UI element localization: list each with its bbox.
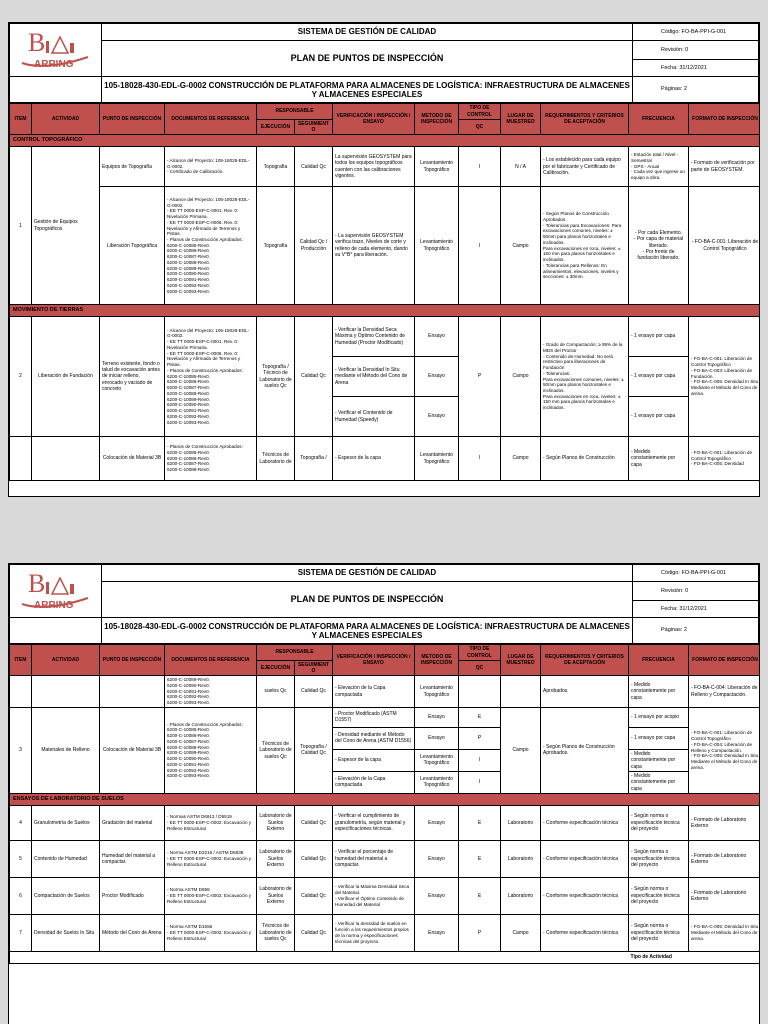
method: Ensayo: [415, 707, 459, 727]
verification: - Proctor Modificado (ASTM D1557): [333, 707, 415, 727]
requirements: - Los establecido para cada equipo por el fabricante y Certificado de Calibración.: [541, 147, 629, 187]
item-number: 5: [10, 840, 32, 877]
inspection-table-page-2: [9, 644, 760, 964]
col-formato: FORMATO DE INSPECCIÓN: [689, 104, 761, 135]
item-number: 2: [10, 317, 32, 437]
reference-docs: - Alcance del Proyecto: 105-18028-EDL-G-0002. - EE TT 0000-ESP-C-0001. Rev. 0: Nivelación Primaria. - EE TT 0000-ESP-C-0006. Rev. 0: Nivelación y Afirmado de Terrenos y Pistas. - Planos de Construcción Aprobados: 6200-C-10085-Rev0. 6200-C-10086-Rev0. 6200-C-10087-Rev0. 6200-C-10088-Rev0. 6200-C-10089-Rev0. 6200-C-10090-Rev0. 6200-C-10091-Rev0. 6200-C-10092-Rev0. 6200-C-10093-Rev0.: [165, 187, 257, 305]
sampling-place: Laboratorio: [501, 840, 541, 877]
requirements: - Según Planos de Construcción: [541, 437, 629, 481]
follow-up: Calidad Qc: [295, 877, 333, 914]
control-type: E: [459, 805, 501, 840]
col-seguimiento: SEGUIMIENTO: [295, 660, 333, 676]
col-lugar: LUGAR DE MUESTREO: [501, 645, 541, 676]
follow-up: Calidad Qc: [295, 147, 333, 187]
inspection-point: Liberación Topográfica: [100, 187, 165, 305]
method: Ensayo: [415, 877, 459, 914]
method: Levantamiento Topográfico: [415, 437, 459, 481]
frequency: - 1 ensayo por acopio: [629, 707, 689, 727]
plan-title: PLAN DE PUNTOS DE INSPECCIÓN: [102, 41, 633, 77]
reference-docs: - Planos de Construcción Aprobados: 6200-C-10085-Rev0. 6200-C-10086-Rev0. 6200-C-10087-Rev0. 6200-C-10088-Rev0.: [165, 437, 257, 481]
reference-docs: - Normas ASTM D6913 / D5519 - EE TT 0000-ESP-C-0002: Excavación y Relleno Estructural: [165, 805, 257, 840]
col-formato: FORMATO DE INSPECCIÓN: [689, 645, 761, 676]
execution: Técnicos de Laboratorio de suelos Qc: [257, 707, 295, 793]
reference-docs: 6200-C-10089-Rev0. 6200-C-10090-Rev0. 6200-C-10091-Rev0. 6200-C-10092-Rev0. 6200-C-10093-Rev0.: [165, 676, 257, 708]
follow-up: Calidad Qc: [295, 676, 333, 708]
header-table: [9, 564, 759, 644]
verification: - La supervisión GEOSYSTEM verifica trazo, Niveles de corte y relleno de cada elemento, dando su V°B° para liberación.: [333, 187, 415, 305]
col-tipo: TIPO DE CONTROL: [459, 104, 501, 120]
svg-text:ARRING: ARRING: [33, 600, 73, 611]
activity: Compactación de Suelos: [32, 877, 100, 914]
col-responsable: RESPONSABLE: [257, 104, 333, 120]
date: Fecha: 31/12/2021: [633, 60, 759, 77]
col-punto: PUNTO DE INSPECCIÓN: [100, 104, 165, 135]
verification: - Verificar la Máxima Densidad Seca del Material. - Verificar el Óptimo Contenido de Humedad del Material: [333, 877, 415, 914]
sampling-place: Campo: [501, 317, 541, 437]
inspection-point: Gradación del material: [100, 805, 165, 840]
method: Ensayo: [415, 805, 459, 840]
frequency: - Medido constantemente por capa: [629, 771, 689, 793]
control-type: E: [459, 840, 501, 877]
col-item: ITEM: [10, 104, 32, 135]
inspection-point: Proctor Modificado: [100, 877, 165, 914]
company-logo: [10, 24, 102, 77]
table-row: [10, 805, 761, 840]
activity: Liberación de Fundación: [32, 317, 100, 437]
verification: - Verificar el porcentaje de humedad del material a compactar.: [333, 840, 415, 877]
verification: - Densidad mediante el Método del Cono de Arena (ASTM D1556): [333, 727, 415, 749]
item-number: 6: [10, 877, 32, 914]
document-page-1: [8, 22, 760, 497]
document-page-2: [8, 563, 760, 1024]
method: Levantamiento Topográfico: [415, 771, 459, 793]
table-row: [10, 437, 761, 481]
col-tipo: TIPO DE CONTROL: [459, 645, 501, 661]
control-type: I: [459, 749, 501, 771]
svg-text:ARRING: ARRING: [33, 59, 73, 70]
method: Ensayo: [415, 840, 459, 877]
inspection-format: - Formato de Laboratorio Externo: [689, 877, 761, 914]
verification: - Verificar la densidad de suelos en función a los requerimientos propios de la norma y especificaciones técnicas del proyecto.: [333, 914, 415, 951]
method: Ensayo: [415, 914, 459, 951]
frequency: - Estación total / Nivel - Semestral - GPS - Anual - Cada vez que ingrese un equipo a obra.: [629, 147, 689, 187]
execution: Topografía: [257, 147, 295, 187]
item-number: 7: [10, 914, 32, 951]
activity: Materiales de Relleno: [32, 707, 100, 793]
col-punto: PUNTO DE INSPECCIÓN: [100, 645, 165, 676]
verification: - Verificar la Densidad Seca Máxima y Óptimo Contenido de Humedad (Proctor Modificado): [333, 317, 415, 357]
inspection-point: Humedad del material a compactar.: [100, 840, 165, 877]
control-type: E: [459, 707, 501, 727]
inspection-format: - Formato de verificación por parte de GEOSYSTEM.: [689, 147, 761, 187]
requirements: Aprobados.: [541, 676, 629, 708]
col-frecuencia: FRECUENCIA: [629, 104, 689, 135]
pages: Páginas: 2: [633, 77, 759, 103]
frequency: - 1 ensayo por capa: [629, 397, 689, 437]
barring-logo-icon: [16, 25, 96, 73]
method: Ensayo: [415, 317, 459, 357]
col-lugar: LUGAR DE MUESTREO: [501, 104, 541, 135]
method: Levantamiento Topográfico: [415, 676, 459, 708]
activity: Gestión de Equipos Topográficos: [32, 147, 100, 305]
company-logo: [10, 565, 102, 618]
method: Levantamiento Topográfico: [415, 749, 459, 771]
method: Ensayo: [415, 357, 459, 397]
date: Fecha: 31/12/2021: [633, 601, 759, 618]
frequency: - Por cada Elemento. - Por capa de material liberado. - Por frente de fundación liberado.: [629, 187, 689, 305]
frequency: - Según norma o especificación técnica del proyecto: [629, 840, 689, 877]
table-row: [10, 676, 761, 708]
col-verificacion: VERIFICACIÓN / INSPECCIÓN / ENSAYO: [333, 104, 415, 135]
inspection-table-page-1: [9, 103, 760, 481]
col-seguimiento: SEGUIMIENTO: [295, 119, 333, 135]
item-number: 4: [10, 805, 32, 840]
col-metodo: METODO DE INSPECCIÓN: [415, 104, 459, 135]
execution: Técnicos de Laboratorio de suelos Qc: [257, 914, 295, 951]
frequency: - 1 ensayo por capa: [629, 727, 689, 749]
follow-up: Calidad Qc: [295, 914, 333, 951]
frequency: - Según norma o especificación técnica del proyecto: [629, 877, 689, 914]
sampling-place: Campo: [501, 187, 541, 305]
inspection-format: - FO-BA-C-004: Liberación de Relleno y Compactación.: [689, 676, 761, 708]
control-type: E: [459, 877, 501, 914]
follow-up: Calidad Qc: [295, 317, 333, 437]
follow-up: Calidad Qc: [295, 840, 333, 877]
col-ejecucion: EJECUCIÓN: [257, 660, 295, 676]
inspection-point: Equipos de Topografía: [100, 147, 165, 187]
table-row: [10, 147, 761, 187]
reference-docs: - Norma ASTM D1556 - EE TT 0000-ESP-C-0002: Excavación y Relleno Estructural: [165, 914, 257, 951]
requirements: - Según Planos de Construcción Aprobados.: [541, 707, 629, 793]
requirements: - Grado de Compactación: ≥ 95% de la MDS del Proctor - Contenido de Humedad: No será restrictivo para liberaciones de Fundación - Tolerancias: Para excavaciones comunes, niveles: ± 50mm para planos horizontales e inclinados. Para excavaciones en roca, niveles: ± 150 mm para planos horizontales e inclinados.: [541, 317, 629, 437]
control-type: I: [459, 147, 501, 187]
execution: Topografía / Técnico de Laboratorio de suelos Qc: [257, 317, 295, 437]
frequency: - Medido constantemente por capa: [629, 437, 689, 481]
requirements: - Conforme especificación técnica: [541, 840, 629, 877]
reference-docs: - Norma ASTM D698 - EE TT 0000-ESP-C-0002: Excavación y Relleno Estructural: [165, 877, 257, 914]
reference-docs: - Norma ASTM D2216 / ASTM D6938 - EE TT 0000-ESP-C-0002: Excavación y Relleno Estructural: [165, 840, 257, 877]
sampling-place: Laboratorio: [501, 877, 541, 914]
follow-up: Topografía / Calidad Qc: [295, 707, 333, 793]
item-number: 3: [10, 707, 32, 793]
inspection-format: - Formato de Laboratorio Externo: [689, 805, 761, 840]
table-row: [10, 840, 761, 877]
inspection-point: Colocación de Material 3B: [100, 437, 165, 481]
verification: - Elevación de la Capa compactada: [333, 676, 415, 708]
barring-logo-icon: [16, 566, 96, 614]
inspection-format: - FO-BA-C-001: Liberación de Control Topográfico - FO-BA-C-004: Liberación de Relleno y Compactación. - FO-BA-C-005: Densidad In Situ Mediante el Método del Cono de arena.: [689, 707, 761, 793]
method: Levantamiento Topográfico: [415, 187, 459, 305]
follow-up: Calidad Qc / Producción: [295, 187, 333, 305]
requirements: - Conforme especificación técnica: [541, 805, 629, 840]
inspection-point: Colocación de Material 3B: [100, 707, 165, 793]
method: Levantamiento Topográfico: [415, 147, 459, 187]
verification: - Verificar el Contenido de Humedad (Speedy): [333, 397, 415, 437]
sampling-place: Laboratorio: [501, 805, 541, 840]
execution: Técnicos de Laboratorio de: [257, 437, 295, 481]
pages: Páginas: 2: [633, 618, 759, 644]
header-table: [9, 23, 759, 103]
follow-up: Calidad Qc: [295, 805, 333, 840]
inspection-format: - FO-BA-C-001: Liberación de Control Topográfico - FO-BA-C-005: Densidad: [689, 437, 761, 481]
plan-title: PLAN DE PUNTOS DE INSPECCIÓN: [102, 582, 633, 618]
col-frecuencia: FRECUENCIA: [629, 645, 689, 676]
control-type: I: [459, 771, 501, 793]
requirements: - Conforme especificación técnica: [541, 877, 629, 914]
sampling-place: Campo: [501, 707, 541, 793]
item-number: 1: [10, 147, 32, 305]
inspection-format: - FO-BA-C-001: Liberación de Control Topográfico: [689, 187, 761, 305]
footer-activity-type: Tipo de Actividad: [629, 951, 761, 963]
col-documentos: DOCUMENTOS DE REFERENCIA: [165, 645, 257, 676]
col-requerimientos: REQUERIMIENTOS Y CRITERIOS DE ACEPTACIÓN: [541, 104, 629, 135]
section-ensayos-laboratorio: ENSAYOS DE LABORATORIO DE SUELOS: [10, 793, 761, 805]
verification: - Espesor de la capa: [333, 749, 415, 771]
system-title: SISTEMA DE GESTIÓN DE CALIDAD: [102, 565, 633, 582]
frequency: - Según norma o especificación técnica del proyecto: [629, 805, 689, 840]
col-ejecucion: EJECUCIÓN: [257, 119, 295, 135]
reference-docs: - Alcance del Proyecto: 105-18028-EDL-G-0002. - Certificado de Calibración.: [165, 147, 257, 187]
svg-text:B: B: [27, 28, 45, 57]
section-movimiento-tierras: MOVIMIENTO DE TIERRAS: [10, 305, 761, 317]
verification: - Espesor de la capa: [333, 437, 415, 481]
col-actividad: ACTIVIDAD: [32, 104, 100, 135]
table-row: [10, 707, 761, 727]
table-row: [10, 187, 761, 305]
execution: Laboratorio de Suelos Externo: [257, 840, 295, 877]
revision: Revisión: 0: [633, 41, 759, 60]
col-qc: QC: [459, 660, 501, 676]
execution: suelos Qc: [257, 676, 295, 708]
section-control-topografico: CONTROL TOPOGRÁFICO: [10, 135, 761, 147]
col-documentos: DOCUMENTOS DE REFERENCIA: [165, 104, 257, 135]
col-responsable: RESPONSABLE: [257, 645, 333, 661]
inspection-format: - FO-BA-C-001: Liberación de Control Topográfico - FO-BA-C-003: Liberación de Fundación. - FO-BA-C-005: Densidad In Situ Mediante el Método del Cono de arena.: [689, 317, 761, 437]
reference-docs: - Planos de Construcción Aprobados: 6200-C-10085-Rev0. 6200-C-10086-Rev0. 6200-C-10087-Rev0. 6200-C-10088-Rev0. 6200-C-10089-Rev0. 6200-C-10090-Rev0. 6200-C-10091-Rev0. 6200-C-10092-Rev0. 6200-C-10093-Rev0.: [165, 707, 257, 793]
control-type: I: [459, 187, 501, 305]
table-row: [10, 317, 761, 357]
verification: - Elevación de la Capa compactada: [333, 771, 415, 793]
execution: Topografía: [257, 187, 295, 305]
svg-text:B: B: [27, 569, 45, 598]
system-title: SISTEMA DE GESTIÓN DE CALIDAD: [102, 24, 633, 41]
control-type: P: [459, 727, 501, 749]
col-verificacion: VERIFICACIÓN / INSPECCIÓN / ENSAYO: [333, 645, 415, 676]
project-title: 105-18028-430-EDL-G-0002 CONSTRUCCIÓN DE PLATAFORMA PARA ALMACENES DE LOGÍSTICA: INFRAESTRUCTURA DE ALMACENES Y ALMACENES ESPECIALES: [102, 77, 633, 103]
col-item: ITEM: [10, 645, 32, 676]
control-type: P: [459, 317, 501, 437]
table-row: [10, 877, 761, 914]
frequency: - 1 ensayo por capa: [629, 357, 689, 397]
inspection-format: - Formato de Laboratorio Externo: [689, 840, 761, 877]
col-actividad: ACTIVIDAD: [32, 645, 100, 676]
project-title: 105-18028-430-EDL-G-0002 CONSTRUCCIÓN DE PLATAFORMA PARA ALMACENES DE LOGÍSTICA: INFRAESTRUCTURA DE ALMACENES Y ALMACENES ESPECIALES: [102, 618, 633, 644]
reference-docs: - Alcance del Proyecto: 105-18028-EDL-G-0002. - EE TT 0000-ESP-C-0001. Rev. 0: Nivelación Primaria. - EE TT 0000-ESP-C-0006. Rev. 0: Nivelación y Afirmado de Terrenos y Pistas. - Planos de Construcción Aprobados: 6200-C-10085-Rev0. 6200-C-10086-Rev0. 6200-C-10087-Rev0. 6200-C-10088-Rev0. 6200-C-10089-Rev0. 6200-C-10090-Rev0. 6200-C-10091-Rev0. 6200-C-10092-Rev0. 6200-C-10093-Rev0.: [165, 317, 257, 437]
control-type: P: [459, 914, 501, 951]
method: Ensayo: [415, 397, 459, 437]
method: Ensayo: [415, 727, 459, 749]
col-requerimientos: REQUERIMIENTOS Y CRITERIOS DE ACEPTACIÓN: [541, 645, 629, 676]
sampling-place: Campo: [501, 437, 541, 481]
activity: Densidad de Suelos In Situ: [32, 914, 100, 951]
col-metodo: METODO DE INSPECCIÓN: [415, 645, 459, 676]
inspection-point: Método del Cono de Arena: [100, 914, 165, 951]
verification: - Verificar la Densidad In Situ mediante el Método del Cono de Arena: [333, 357, 415, 397]
sampling-place: N / A: [501, 147, 541, 187]
frequency: - Según norma o especificación técnica del proyecto: [629, 914, 689, 951]
inspection-format: - FO-BA-C-005: Densidad In Situ Mediante el Método del Cono de arena.: [689, 914, 761, 951]
verification: La supervisión GEOSYSTEM para todos los equipos topográficos cuenten con las calibraciones vigentes.: [333, 147, 415, 187]
execution: Laboratorio de Suelos Externo: [257, 805, 295, 840]
frequency: - Medido constantemente por capa: [629, 676, 689, 708]
frequency: - Medido constantemente por capa: [629, 749, 689, 771]
document-code: Código: FO-BA-PPI-G-001: [633, 24, 759, 41]
col-qc: QC: [459, 119, 501, 135]
control-type: I: [459, 437, 501, 481]
frequency: - 1 ensayo por capa: [629, 317, 689, 357]
requirements: - Según Planos de Construcción Aprobados. - Tolerancias para Excavaciones: Para excavaciones comunes, niveles: ± 50mm para planos horizontales e inclinados. Para excavaciones en roca, niveles: ± 150 mm para planos horizontales e inclinados. - Tolerancias para Rellenos: En alineamientos, elevaciones, niveles y secciones: ± 30mm.: [541, 187, 629, 305]
activity: Contenido de Humedad: [32, 840, 100, 877]
requirements: - Conforme especificación técnica: [541, 914, 629, 951]
execution: Laboratorio de Suelos Externo: [257, 877, 295, 914]
inspection-point: Terreno existente, fondo o talud de excavación antes de iniciar relleno, enrocado y vaciado de concreto: [100, 317, 165, 437]
sampling-place: Campo: [501, 914, 541, 951]
follow-up: Topografía /: [295, 437, 333, 481]
revision: Revisión: 0: [633, 582, 759, 601]
document-code: Código: FO-BA-PPI-G-001: [633, 565, 759, 582]
verification: - Verificar el cumplimiento de granulometría, según material y especificaciones técnicas.: [333, 805, 415, 840]
activity: Granulometría de Suelos: [32, 805, 100, 840]
table-row: [10, 914, 761, 951]
